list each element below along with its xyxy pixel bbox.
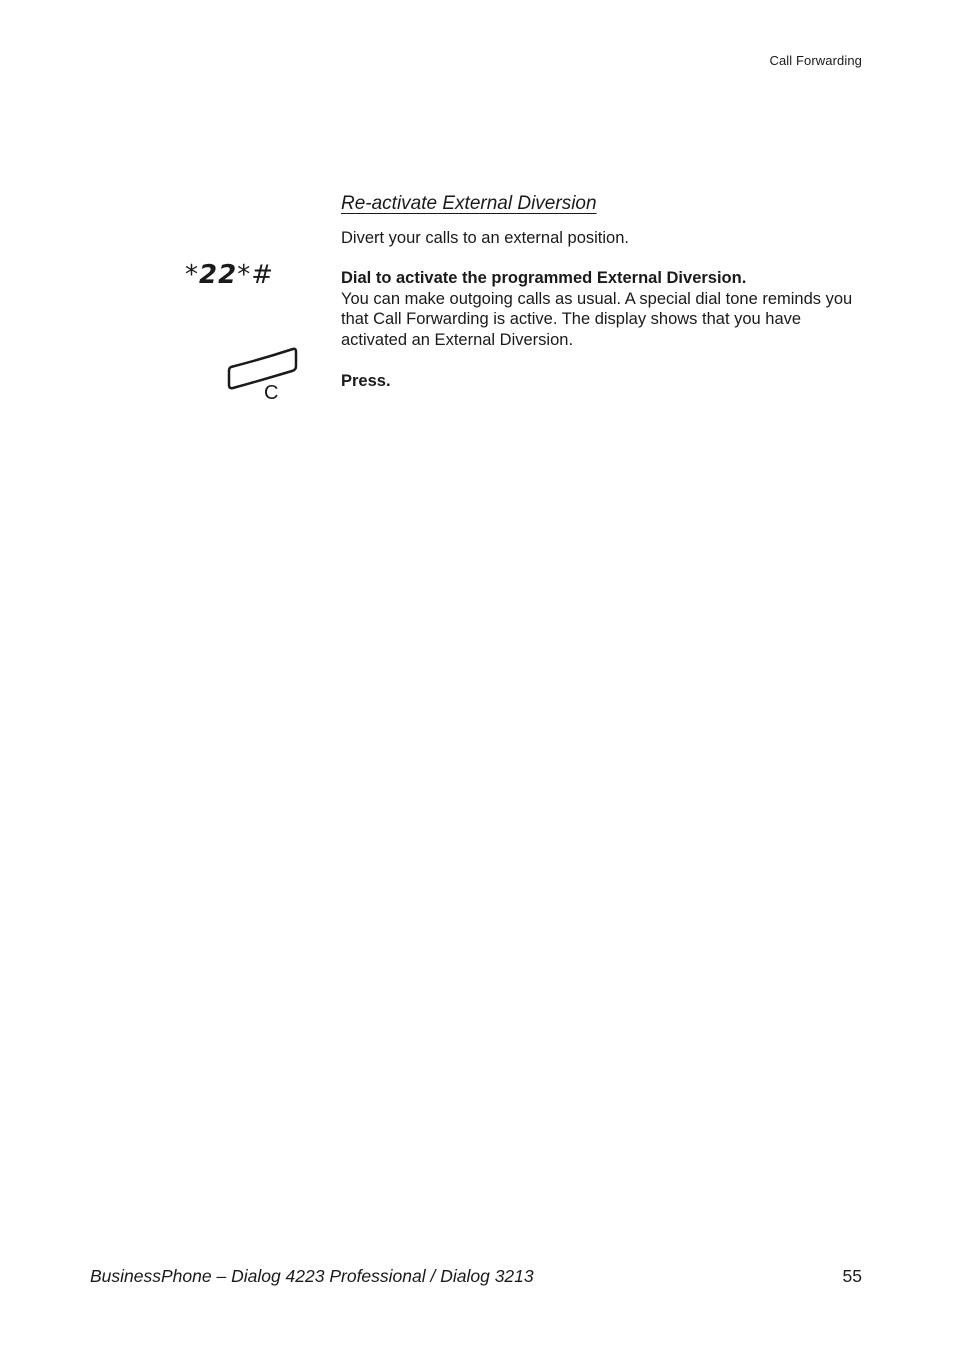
dial-code [185, 258, 274, 292]
step-dial-instruction: Dial to activate the programmed External Diversion. [341, 269, 747, 287]
clear-key-shape [226, 346, 300, 404]
clear-key-label: C [264, 382, 279, 404]
star-symbol: * [185, 260, 199, 290]
page-number: 55 [842, 1266, 862, 1286]
step-press: Press. [341, 372, 391, 390]
dial-digits: 22 [199, 260, 238, 290]
running-header: Call Forwarding [769, 53, 862, 68]
star-symbol: * [237, 260, 252, 290]
step-dial-detail: You can make outgoing calls as usual. A special dial tone reminds you that Call Forwarding is active. The display shows that you have activated an External Diversion. [341, 289, 853, 349]
clear-key-icon [226, 346, 300, 404]
footer-title: BusinessPhone – Dialog 4223 Professional / Dialog 3213 [90, 1266, 534, 1286]
intro-text: Divert your calls to an external position. [341, 229, 629, 247]
hash-symbol: # [251, 260, 274, 290]
section-title: Re-activate External Diversion [341, 193, 597, 214]
step-dial [341, 268, 871, 350]
